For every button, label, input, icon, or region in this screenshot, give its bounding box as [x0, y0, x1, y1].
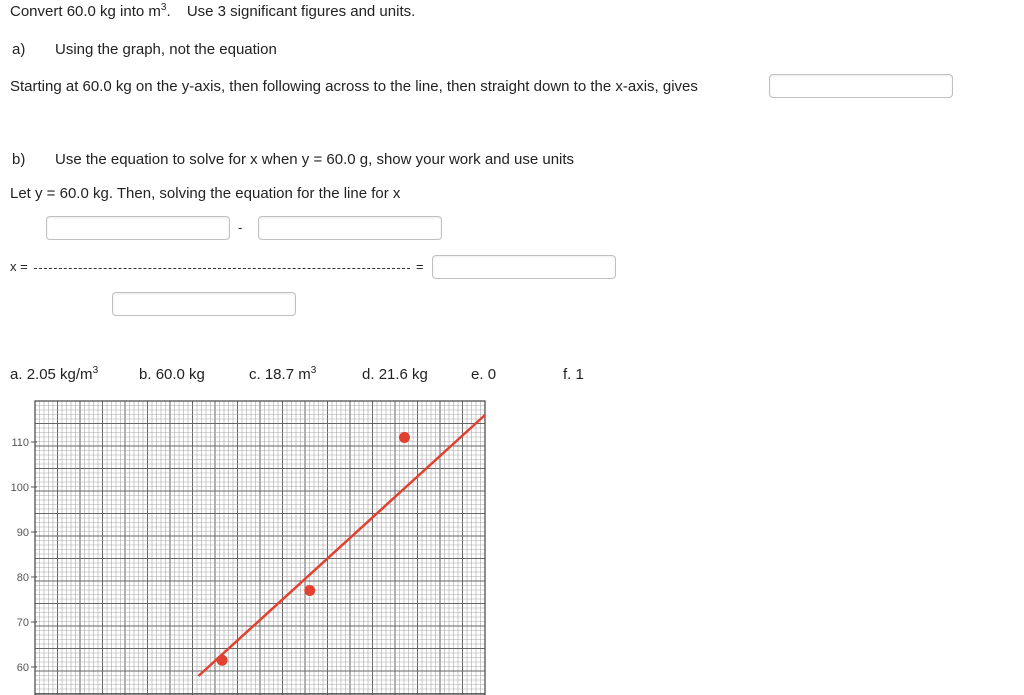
part-a-answer-input[interactable]	[769, 74, 953, 98]
choice-b-letter: b.	[139, 366, 152, 383]
equals-sign: =	[416, 259, 424, 274]
fraction-bar	[34, 268, 410, 269]
trend-line	[198, 415, 485, 676]
choice-d-text: 21.6 kg	[378, 366, 428, 383]
graph-marks	[198, 415, 485, 676]
choice-f-letter: f.	[563, 366, 572, 383]
intro-superscript: 3	[160, 2, 167, 13]
y-tick-label: 70	[16, 617, 29, 629]
data-point	[304, 585, 315, 596]
y-tick-label: 110	[11, 437, 29, 449]
choice-e	[471, 366, 496, 383]
y-axis-ticks	[11, 437, 37, 674]
choice-e-text: 0	[487, 366, 497, 383]
question-intro	[10, 3, 415, 20]
y-tick-label: 100	[10, 482, 29, 494]
intro-instructions: Use 3 significant figures and units.	[186, 3, 416, 20]
graph	[0, 395, 500, 695]
choice-c	[249, 366, 316, 383]
choice-f-text: 1	[575, 366, 584, 383]
numerator-right-input[interactable]	[258, 216, 442, 240]
x-equals-label: x =	[10, 259, 28, 274]
result-input[interactable]	[432, 255, 616, 279]
data-point	[399, 432, 410, 443]
part-a-prompt: Starting at 60.0 kg on the y-axis, then following across to the line, then straight down to the x-axis, gives	[10, 78, 698, 95]
numerator-left-input[interactable]	[46, 216, 230, 240]
choice-a	[10, 366, 98, 383]
intro-period: .	[166, 3, 171, 20]
choice-a-text: 2.05 kg/m	[26, 366, 93, 383]
minus-sign: -	[238, 220, 243, 235]
choice-b	[139, 366, 205, 383]
part-b-let-text: Let y = 60.0 kg. Then, solving the equation for the line for x	[10, 185, 401, 202]
y-tick-label: 80	[16, 572, 29, 584]
part-b-title: Use the equation to solve for x when y = 60.0 g, show your work and use units	[55, 151, 575, 168]
graph-grid	[35, 401, 485, 695]
part-a-title: Using the graph, not the equation	[55, 41, 277, 58]
choice-c-letter: c.	[249, 366, 261, 383]
denominator-input[interactable]	[112, 292, 296, 316]
data-point	[217, 655, 228, 666]
y-tick-label: 60	[16, 662, 29, 674]
part-a-label: a)	[12, 41, 26, 58]
y-tick-label: 90	[16, 527, 29, 539]
choice-d-letter: d.	[362, 366, 375, 383]
choice-b-text: 60.0 kg	[155, 366, 205, 383]
choice-f	[563, 366, 584, 383]
choice-a-letter: a.	[10, 366, 23, 383]
choice-c-sup: 3	[310, 365, 317, 376]
intro-text: Convert 60.0 kg into m	[10, 3, 161, 20]
part-b-label: b)	[12, 151, 26, 168]
choice-d	[362, 366, 428, 383]
choice-c-text: 18.7 m	[264, 366, 311, 383]
choice-a-sup: 3	[92, 365, 99, 376]
choice-e-letter: e.	[471, 366, 484, 383]
